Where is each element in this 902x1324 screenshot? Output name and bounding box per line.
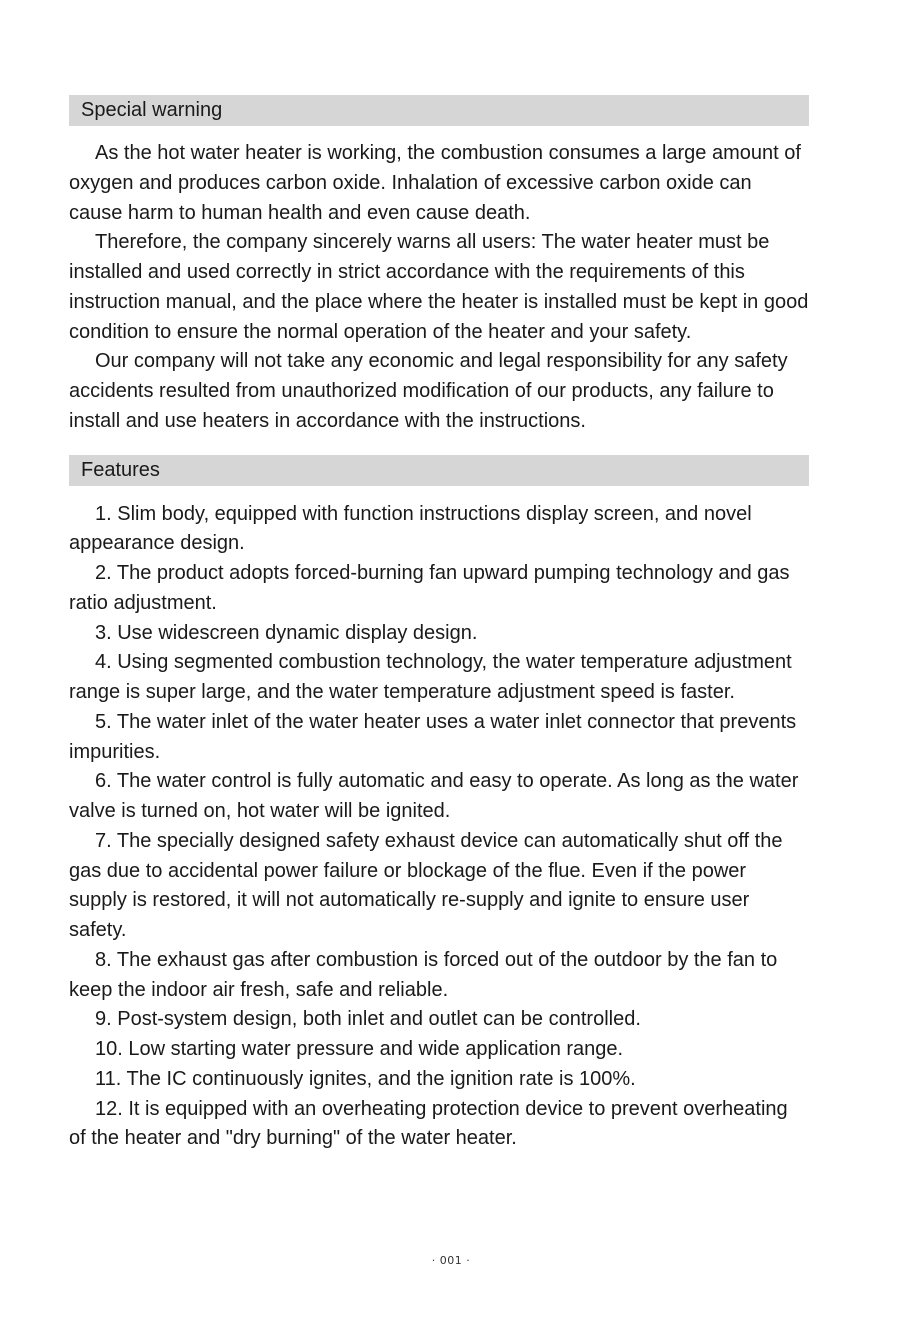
feature-item-3: 3. Use widescreen dynamic display design.	[95, 621, 478, 644]
feature-item-2: 2. The product adopts forced-burning fan upward pumping technology and gas ratio adjustment.	[69, 562, 790, 614]
feature-item-6: 6. The water control is fully automatic and easy to operate. As long as the water valve is turned on, hot water will be ignited.	[69, 770, 799, 822]
manual-page	[69, 95, 809, 1154]
feature-item-12: 12. It is equipped with an overheating protection device to prevent overheating of the heater and "dry burning" of the water heater.	[69, 1097, 788, 1150]
special-warning-body	[69, 139, 809, 437]
special-warning-header: Special warning	[69, 95, 809, 126]
page-number: · 001 ·	[431, 1254, 471, 1267]
warning-paragraph-2: Therefore, the company sincerely warns all users: The water heater must be installed and used correctly in strict accordance with the requirements of this instruction manual, and the place where the heater is installed must be kept in good condition to ensure the normal operation of the heater and your safety.	[69, 231, 809, 343]
feature-item-8: 8. The exhaust gas after combustion is forced out of the outdoor by the fan to keep the indoor air fresh, safe and reliable.	[69, 948, 778, 1001]
features-header: Features	[69, 455, 809, 486]
feature-item-5: 5. The water inlet of the water heater uses a water inlet connector that prevents impurities.	[69, 710, 797, 763]
warning-paragraph-3: Our company will not take any economic and legal responsibility for any safety accidents resulted from unauthorized modification of our products, any failure to install and use heaters in accordance with the instructions.	[69, 350, 788, 432]
features-list	[69, 500, 809, 1155]
feature-item-9: 9. Post-system design, both inlet and outlet can be controlled.	[95, 1008, 641, 1031]
feature-item-10: 10. Low starting water pressure and wide application range.	[95, 1038, 624, 1060]
feature-item-7: 7. The specially designed safety exhaust device can automatically shut off the gas due to accidental power failure or blockage of the flue. Even if the power supply is restored, it will not automatically re-supply and ignite to ensure user safety.	[69, 829, 783, 941]
feature-item-1: 1. Slim body, equipped with function instructions display screen, and novel appearance design.	[69, 502, 752, 555]
warning-paragraph-1: As the hot water heater is working, the combustion consumes a large amount of oxygen and produces carbon oxide. Inhalation of excessive carbon oxide can cause harm to human health and even cause death.	[69, 142, 801, 224]
feature-item-11: 11. The IC continuously ignites, and the ignition rate is 100%.	[95, 1067, 636, 1090]
feature-item-4: 4. Using segmented combustion technology, the water temperature adjustment range is super large, and the water temperature adjustment speed is faster.	[69, 651, 792, 703]
